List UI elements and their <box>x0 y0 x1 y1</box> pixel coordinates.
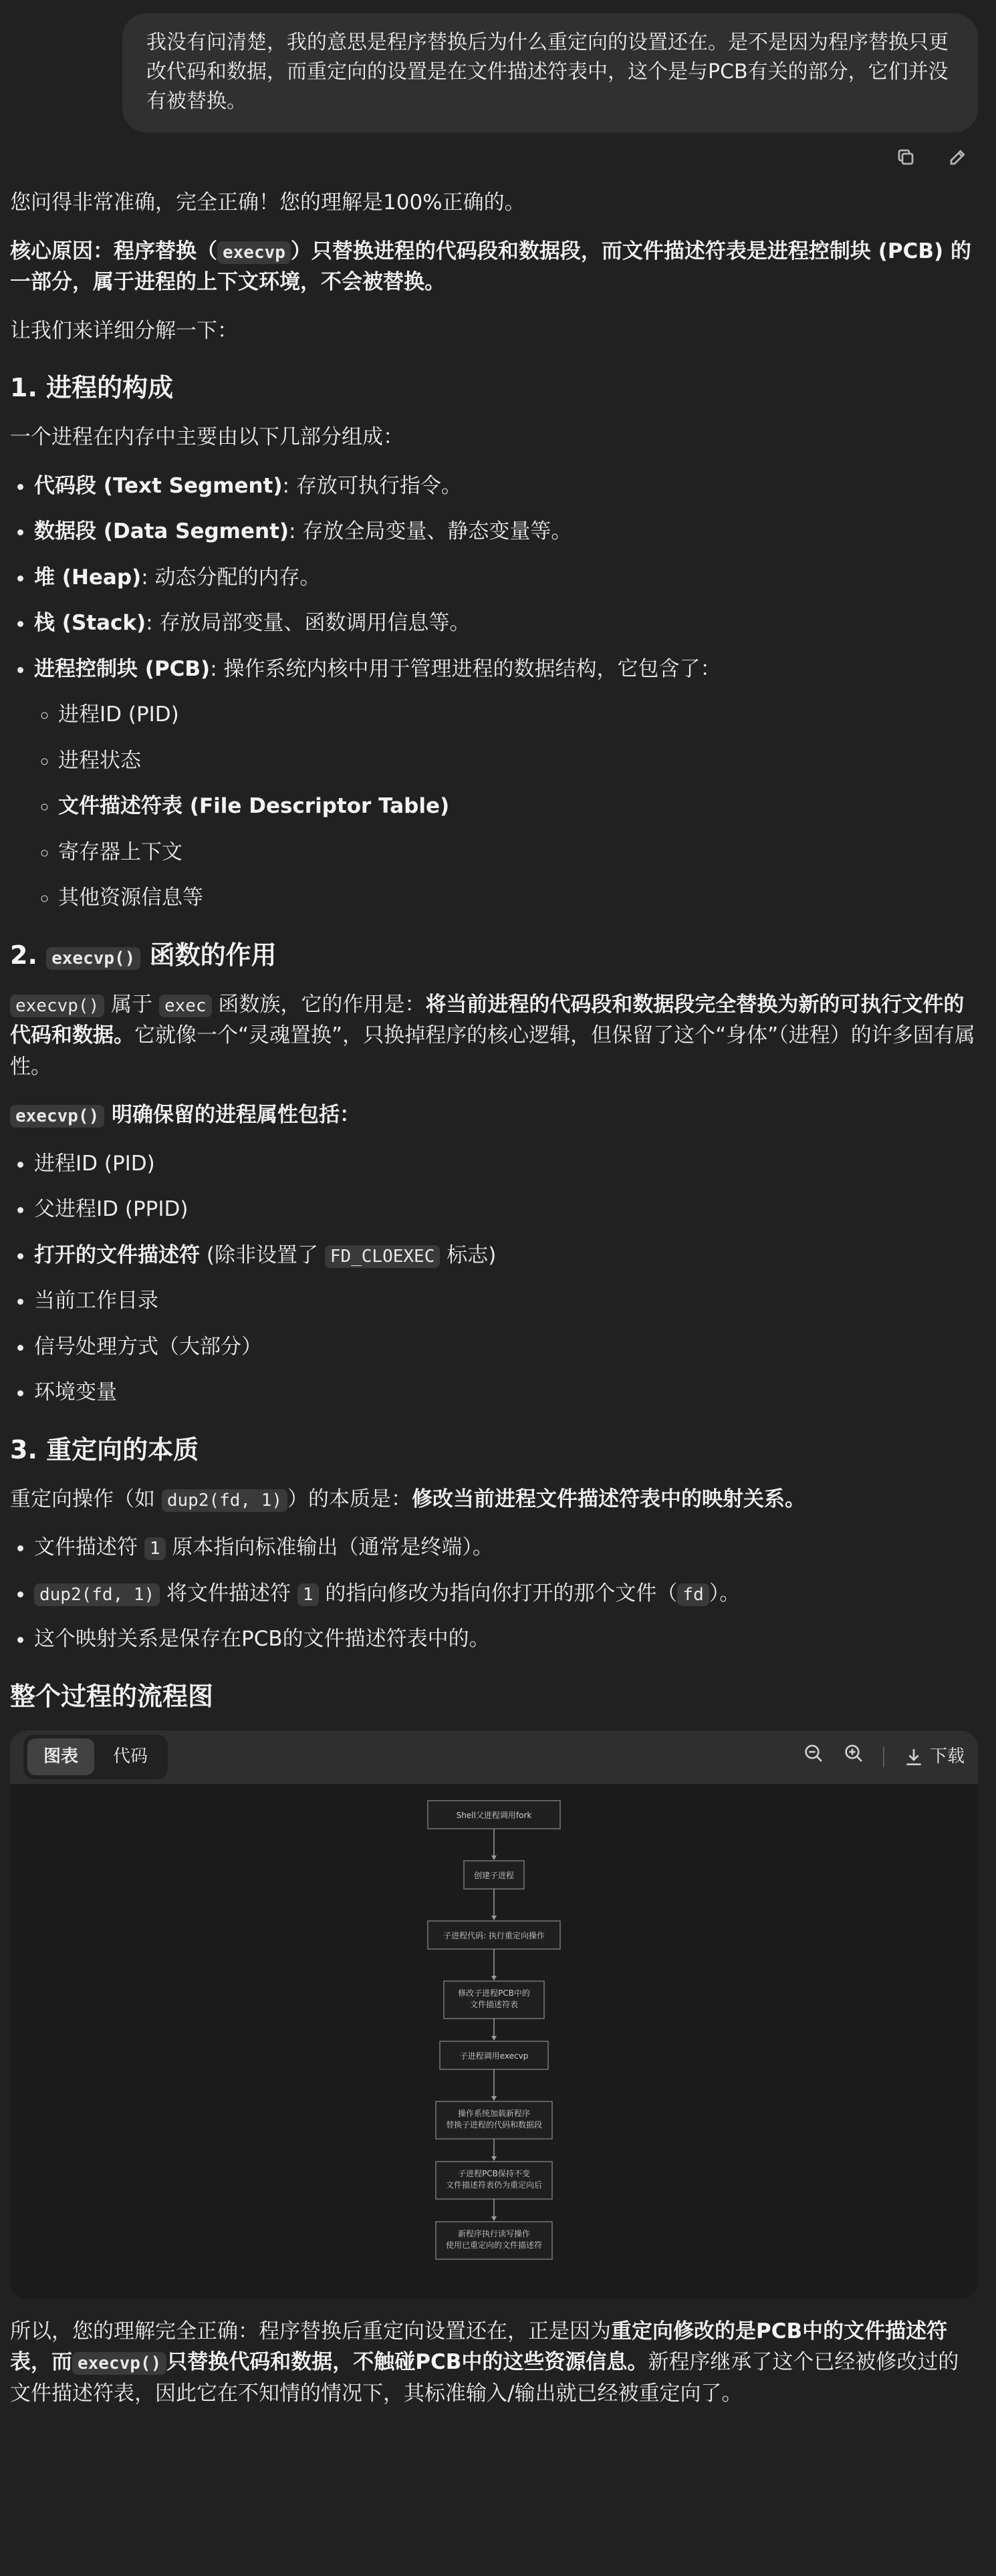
list-item: • 进程ID (PID) <box>34 1148 979 1180</box>
flow-arrowhead <box>491 1855 497 1860</box>
flow-node-label: 子进程调用execvp <box>459 2051 529 2061</box>
list-item: ◦ 文件描述符表 (File Descriptor Table) <box>58 791 979 822</box>
flowchart-controls <box>803 1743 965 1772</box>
flow-arrowhead <box>491 2096 497 2101</box>
flow-node-label: 子进程代码: 执行重定向操作 <box>443 1930 545 1940</box>
flow-arrowhead <box>491 1916 497 1920</box>
list-item: • 堆 (Heap): 动态分配的内存。 <box>34 562 979 594</box>
flow-arrowhead <box>491 2156 497 2161</box>
conclusion-text: 所以，您的理解完全正确：程序替换后重定向设置还在，正是因为重定向修改的是PCB中的文件描述符表，而 execvp() 只替换代码和数据，不触碰PCB中的这些资源信息。新程序继承了这个已经被修改过的文件描述符表，因此它在不知情的情况下，其标准输入/输出就已经被重定向了。 <box>10 2319 959 2406</box>
zoom-in-icon[interactable] <box>843 1743 864 1772</box>
list-item: ◦ 寄存器上下文 <box>58 837 979 868</box>
user-message-bubble <box>122 13 978 132</box>
list-item: • 这个映射关系是保存在PCB的文件描述符表中的。 <box>34 1624 979 1655</box>
tab-code[interactable]: 代码 <box>113 1747 148 1767</box>
list-item: ◦ 其他资源信息等 <box>58 882 979 914</box>
core-reason: 核心原因：程序替换（ execvp ）只替换进程的代码段和数据段，而文件描述符表是进程控制块 (PCB) 的一部分，属于进程的上下文环境，不会被替换。 <box>10 239 971 294</box>
flow-arrowhead <box>491 2036 497 2041</box>
section-3-paragraph: 重定向操作（如 dup2(fd, 1) ）的本质是：修改当前进程文件描述符表中的映射关系。 <box>10 1487 806 1511</box>
copy-icon[interactable] <box>894 146 917 168</box>
list-item: • 数据段 (Data Segment): 存放全局变量、静态变量等。 <box>34 516 979 547</box>
process-parts-list <box>10 471 979 914</box>
kept-attributes-heading: execvp() 明确保留的进程属性包括： <box>10 1100 979 1131</box>
flow-node-label: 子进程PCB保持不变 <box>458 2168 530 2178</box>
list-item: • 进程控制块 (PCB): 操作系统内核中用于管理进程的数据结构，它包含了： ◦ 进程ID (PID) ◦ 进程状态 ◦ 文件描述符表 (File Descriptor Table) ◦ 寄存器上下文 ◦ 其他资源信息等 <box>34 654 979 914</box>
assistant-answer <box>10 187 979 2426</box>
list-item: • 父进程ID (PPID) <box>34 1194 979 1225</box>
list-item: • 信号处理方式（大部分） <box>34 1331 979 1363</box>
flow-node-label: 修改子进程PCB中的 <box>458 1988 530 1998</box>
flow-node-label: 文件描述符表仍为重定向后 <box>445 2180 543 2190</box>
flow-node-label: 文件描述符表 <box>469 1999 519 2009</box>
flow-node-label: 新程序执行读写操作 <box>457 2228 531 2238</box>
kept-attributes-list <box>10 1148 979 1408</box>
message-actions <box>894 146 969 168</box>
zoom-out-icon[interactable] <box>803 1743 824 1772</box>
list-item: • 代码段 (Text Segment): 存放可执行指令。 <box>34 471 979 502</box>
list-item: • 打开的文件描述符 (除非设置了 FD_CLOEXEC 标志) <box>34 1240 979 1271</box>
section-1-intro: 一个进程在内存中主要由以下几部分组成： <box>10 425 404 449</box>
flowchart-canvas <box>10 1784 978 2299</box>
flow-arrowhead <box>491 2216 497 2221</box>
list-item: • 文件描述符 1 原本指向标准输出（通常是终端）。 <box>34 1532 979 1563</box>
pcb-sub-list <box>34 699 979 914</box>
flow-node-label: 使用已重定向的文件描述符 <box>445 2240 543 2250</box>
section-2-title: 2. execvp() 函数的作用 <box>10 940 277 970</box>
section-3-title: 3. 重定向的本质 <box>10 1434 199 1464</box>
redirect-list <box>10 1532 979 1655</box>
lead-text: 让我们来详细分解一下： <box>10 318 238 343</box>
user-message-text: 我没有问清楚，我的意思是程序替换后为什么重定向的设置还在。是不是因为程序替换只更改代码和数据，而重定向的设置是在文件描述符表中，这个是与PCB有关的部分，它们并没有被替换。 <box>146 31 949 113</box>
list-item: ◦ 进程ID (PID) <box>58 699 979 731</box>
toolbar-divider <box>883 1747 884 1767</box>
view-switch <box>23 1734 168 1779</box>
list-item: • dup2(fd, 1) 将文件描述符 1 的指向修改为指向你打开的那个文件（ fd ）。 <box>34 1578 979 1609</box>
flow-node-label: 替换子进程的代码和数据段 <box>445 2119 543 2130</box>
flow-node-label: Shell父进程调用fork <box>456 1810 532 1820</box>
flow-node-label: 创建子进程 <box>473 1870 515 1880</box>
download-button[interactable] <box>903 1744 965 1770</box>
intro-text: 您问得非常准确，完全正确！您的理解是100%正确的。 <box>10 190 525 215</box>
list-item: • 当前工作目录 <box>34 1285 979 1317</box>
list-item: ◦ 进程状态 <box>58 745 979 777</box>
flow-arrowhead <box>491 1976 497 1980</box>
list-item: • 栈 (Stack): 存放局部变量、函数调用信息等。 <box>34 608 979 639</box>
section-2-paragraph: execvp() 属于 exec 函数族，它的作用是：将当前进程的代码段和数据段完全替换为新的可执行文件的代码和数据。它就像一个“灵魂置换”，只换掉程序的核心逻辑，但保留了这个“身体”（进程）的许多固有属性。 <box>10 992 975 1079</box>
flow-node-label: 操作系统加载新程序 <box>457 2108 531 2118</box>
flowchart-toolbar <box>10 1730 978 1784</box>
list-item: • 环境变量 <box>34 1377 979 1408</box>
flowchart-svg <box>10 1784 978 2299</box>
download-label: 下载 <box>929 1747 965 1767</box>
flowchart-title: 整个过程的流程图 <box>10 1681 214 1711</box>
edit-icon[interactable] <box>947 146 969 168</box>
tab-chart[interactable]: 图表 <box>27 1738 94 1775</box>
flowchart-card <box>10 1730 978 2299</box>
download-icon <box>903 1747 924 1768</box>
section-1-title: 1. 进程的构成 <box>10 373 174 402</box>
